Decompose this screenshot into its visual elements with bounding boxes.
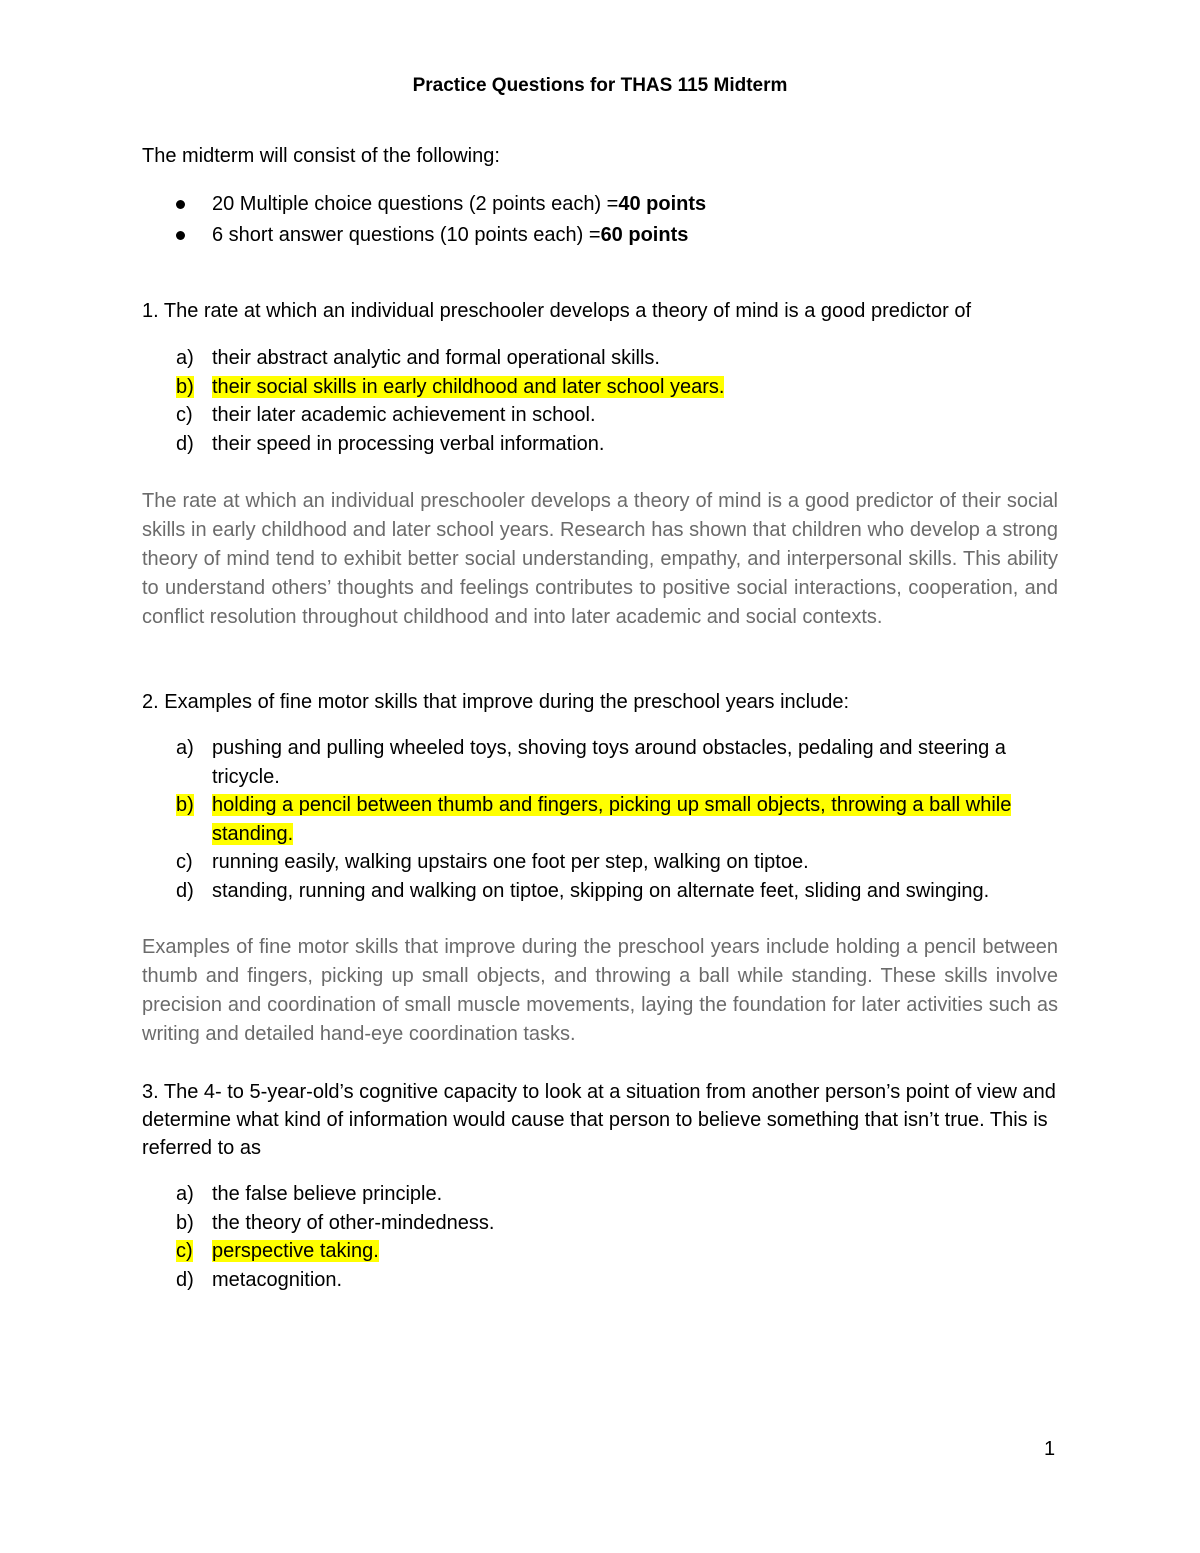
bullet-dot-icon (176, 200, 185, 209)
option-a (176, 344, 1056, 373)
option-letter: b) (176, 794, 194, 816)
question-3-options (176, 1180, 1056, 1294)
bullet-points: 60 points (600, 224, 689, 246)
option-c (176, 848, 1056, 877)
option-letter: c) (176, 851, 193, 873)
option-c (176, 401, 1056, 430)
question-3-prompt: 3. The 4- to 5-year-old’s cognitive capacity to look at a situation from another person’s point of view and determine what kind of information would cause that person to believe something that isn’t true. This is referred to as (142, 1081, 1056, 1159)
bullet-points: 40 points (618, 193, 707, 215)
option-letter: a) (176, 1183, 194, 1205)
bullet-item (176, 189, 1076, 220)
option-text: their later academic achievement in school. (212, 404, 596, 426)
option-text: perspective taking. (212, 1240, 379, 1262)
option-text: holding a pencil between thumb and fingers, picking up small objects, throwing a ball while standing. (212, 794, 1012, 845)
option-text: standing, running and walking on tiptoe, skipping on alternate feet, sliding and swinging. (212, 879, 990, 902)
option-text: the theory of other-mindedness. (212, 1211, 495, 1234)
option-text: their abstract analytic and formal operational skills. (212, 347, 660, 369)
option-b-correct (176, 791, 1056, 848)
question-1-options (176, 344, 1056, 458)
option-letter: d) (176, 432, 194, 455)
bullet-item (176, 220, 1076, 251)
page-number: 1 (1044, 1438, 1056, 1460)
question-2-prompt: 2. Examples of fine motor skills that improve during the preschool years include: (142, 691, 850, 713)
option-d (176, 430, 1056, 459)
bullet-list (176, 189, 1076, 251)
option-text: the false believe principle. (212, 1183, 443, 1205)
option-b (176, 1209, 1056, 1238)
option-b-correct (176, 373, 1056, 402)
option-d (176, 1266, 1056, 1295)
question-1-prompt: 1. The rate at which an individual preschooler develops a theory of mind is a good predictor of (142, 300, 972, 322)
option-letter: c) (176, 1240, 193, 1262)
option-text: their social skills in early childhood and later school years. (212, 375, 725, 398)
bullet-text: 6 short answer questions (10 points each) = (212, 224, 601, 246)
question-2-options (176, 734, 1056, 905)
option-d (176, 877, 1056, 906)
option-text: pushing and pulling wheeled toys, shoving toys around obstacles, pedaling and steering a tricycle. (212, 737, 1006, 788)
option-letter: d) (176, 1268, 194, 1291)
option-text: metacognition. (212, 1268, 343, 1291)
option-letter: c) (176, 404, 193, 426)
option-letter: a) (176, 347, 194, 369)
bullet-text: 20 Multiple choice questions (2 points each) = (212, 193, 619, 215)
page-title: Practice Questions for THAS 115 Midterm (412, 75, 788, 96)
option-letter: b) (176, 375, 194, 398)
question-2-explanation: Examples of fine motor skills that improve during the preschool years include holding a pencil between thumb and fingers, picking up small objects, and throwing a ball while standing. These skills involve precision and coordination of small muscle movements, laying the foundation for later activities such as writing and detailed hand-eye coordination tasks. (142, 936, 1058, 1045)
option-text: running easily, walking upstairs one foot per step, walking on tiptoe. (212, 851, 809, 873)
option-letter: b) (176, 1211, 194, 1234)
option-letter: d) (176, 879, 194, 902)
option-c-correct (176, 1237, 1056, 1266)
option-a (176, 734, 1056, 791)
bullet-dot-icon (176, 231, 185, 240)
option-letter: a) (176, 737, 194, 759)
question-1-explanation: The rate at which an individual preschooler develops a theory of mind is a good predictor of their social skills in early childhood and later school years. Research has shown that children who develop a strong theory of mind tend to exhibit better social understanding, empathy, and interpersonal skills. This ability to understand others’ thoughts and feelings contributes to positive social interactions, cooperation, and conflict resolution throughout childhood and into later academic and social contexts. (142, 490, 1058, 628)
intro-text: The midterm will consist of the following: (142, 145, 500, 167)
option-text: their speed in processing verbal information. (212, 432, 605, 455)
option-a (176, 1180, 1056, 1209)
